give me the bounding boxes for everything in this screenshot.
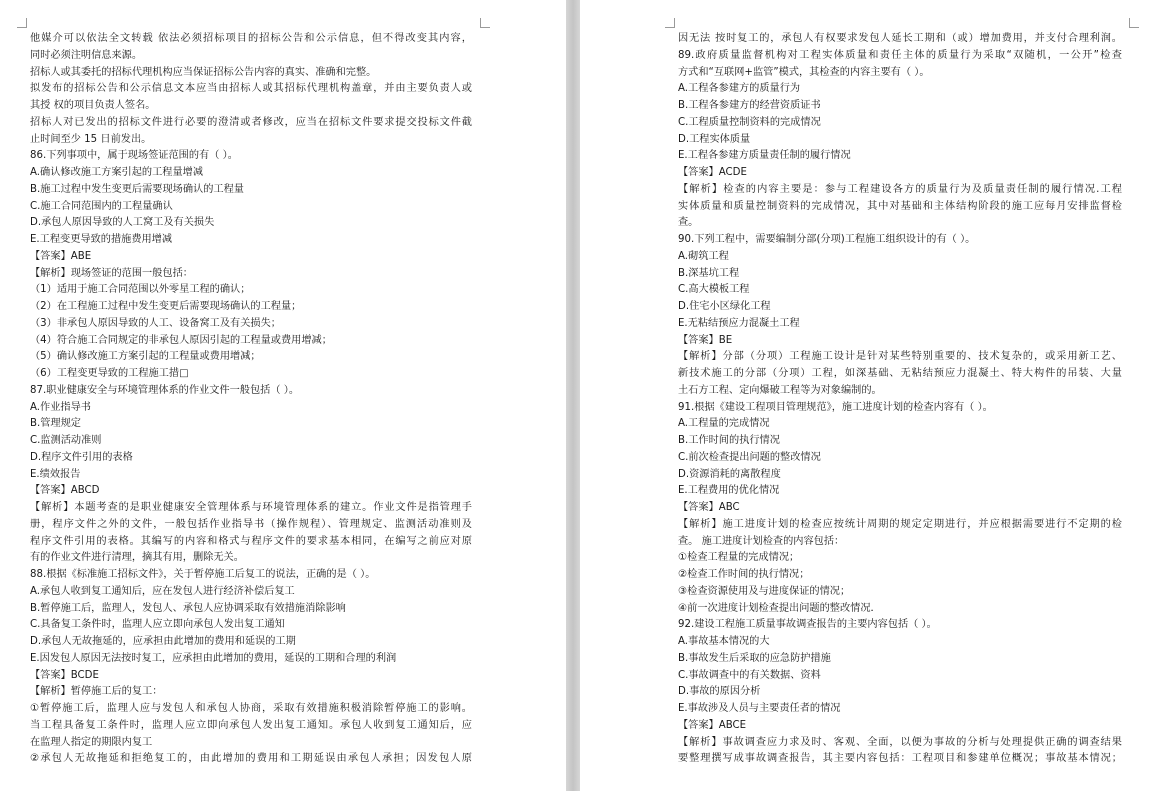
text-line: D.承包人原因导致的人工窝工及有关损失 bbox=[30, 217, 215, 229]
text-line: 在监理人指定的期限内复工 bbox=[30, 736, 153, 748]
text-line: 新技术施工的分部（分项）工程，如深基础、无粘结预应力混凝土、特大构件的吊装、大量 bbox=[678, 368, 1122, 379]
text-line: （2）在工程施工过程中发生变更后需要现场确认的工程量； bbox=[30, 301, 302, 312]
text-line: 【解析】暂停施工后的复工： bbox=[30, 686, 163, 698]
text-line: 【解析】分部（分项）工程施工设计是针对某些特别重要的、技术复杂的，或采用新工艺、 bbox=[678, 351, 1122, 363]
text-line: C.具备复工条件时，监理人应立即向承包人发出复工通知 bbox=[30, 619, 285, 631]
text-line: C.施工合同范围内的工程量确认 bbox=[30, 200, 173, 212]
document-page-right bbox=[580, 0, 1163, 791]
text-line: 【答案】ABE bbox=[30, 250, 92, 262]
text-line: 招标人或其委托的招标代理机构应当保证招标公告内容的真实、准确和完整。 bbox=[30, 66, 377, 78]
text-line: D.承包人无故拖延的，应承担由此增加的费用和延误的工期 bbox=[30, 636, 296, 647]
text-line: C.事故调查中的有关数据、资料 bbox=[678, 669, 821, 681]
text-line: 【答案】ABC bbox=[678, 502, 740, 513]
text-line: E.无粘结预应力混凝土工程 bbox=[678, 317, 800, 329]
document-page-left bbox=[0, 0, 566, 791]
text-line: 92.建设工程施工质量事故调查报告的主要内容包括（ ）。 bbox=[678, 619, 937, 631]
text-line: B.事故发生后采取的应急防护措施 bbox=[678, 652, 831, 664]
page-text-column bbox=[678, 31, 1122, 768]
text-line: E.工程各参建方质量责任制的履行情况 bbox=[678, 150, 851, 162]
text-line: 【答案】BE bbox=[678, 334, 733, 346]
text-line: 拟发布的招标公告和公示信息文本应当由招标人或其招标代理机构盖章，并由主要负责人或 bbox=[30, 83, 472, 95]
text-line: 程序文件引用的表格。其编写的内容和格式与程序文件的要求基本相同，在编写之前应对原 bbox=[30, 535, 472, 547]
text-line: （3）非承包人原因导致的人工、设备窝工及有关损失； bbox=[30, 317, 281, 329]
text-line: 89.政府质量监督机构对工程实体质量和责任主体的质量行为采取“双随机，一公开”检查 bbox=[678, 49, 1122, 61]
text-line: B.深基坑工程 bbox=[678, 267, 740, 279]
page-corner-mark bbox=[480, 18, 490, 28]
text-line: ③检查资源使用及与进度保证的情况； bbox=[678, 585, 851, 597]
text-line: 【解析】本题考查的是职业健康安全管理体系与环境管理体系的建立。作业文件是指管理手 bbox=[30, 502, 472, 513]
text-line: 方式和“互联网+监管”模式，其检查的内容主要有（ ）。 bbox=[678, 66, 930, 78]
page-corner-mark bbox=[17, 18, 27, 28]
text-line: 止时间至少 15 日前发出。 bbox=[30, 133, 152, 145]
text-line: ①暂停施工后，监理人应与发包人和承包人协商，采取有效措施积极消除暂停施工的影响。 bbox=[30, 703, 472, 714]
text-line: C.工程质量控制资料的完成情况 bbox=[678, 116, 821, 128]
text-line: 【答案】BCDE bbox=[30, 669, 99, 681]
text-line: 90.下列工程中，需要编制分部(分项)工程施工组织设计的有（ ）。 bbox=[678, 234, 976, 245]
text-line: （4）符合施工合同规定的非承包人原因引起的工程量或费用增减； bbox=[30, 334, 332, 346]
text-line: 88.根据《标准施工招标文件》，关于暂停施工后复工的说法，正确的是（ ）。 bbox=[30, 569, 376, 580]
text-line: B.暂停施工后，监理人，发包人、承包人应协调采取有效措施消除影响 bbox=[30, 602, 346, 614]
text-line: D.事故的原因分析 bbox=[678, 686, 761, 698]
text-line: 【解析】施工进度计划的检查应按统计周期的规定定期进行，并应根据需要进行不定期的检 bbox=[678, 518, 1122, 530]
text-line: 招标人对已发出的招标文件进行必要的澄清或者修改，应当在招标文件要求提交投标文件截 bbox=[30, 116, 472, 128]
text-line: A.工程量的完成情况 bbox=[678, 418, 770, 430]
text-line: D.工程实体质量 bbox=[678, 133, 751, 145]
text-line: D.资源消耗的离散程度 bbox=[678, 468, 781, 480]
text-line: ②承包人无故拖延和拒绝复工的，由此增加的费用和工期延误由承包人承担；因发包人原 bbox=[30, 753, 472, 765]
text-line: A.承包人收到复工通知后，应在发包人进行经济补偿后复工 bbox=[30, 585, 295, 597]
text-line: ①检查工程量的完成情况； bbox=[678, 552, 800, 564]
text-line: 【答案】ACDE bbox=[678, 167, 747, 178]
text-line: 【解析】检查的内容主要是：参与工程建设各方的质量行为及质量责任制的履行情况.工程 bbox=[678, 183, 1122, 195]
text-line: 其授 权的项目负责人签名。 bbox=[30, 100, 156, 111]
text-line: 87.职业健康安全与环境管理体系的作业文件一般包括（ ）。 bbox=[30, 384, 300, 396]
text-line: 土石方工程、定向爆破工程等为对象编制的。 bbox=[678, 384, 882, 396]
text-line: 册，程序文件之外的文件，一般包括作业指导书（操作规程）、管理规定、监测活动准则及 bbox=[30, 518, 472, 530]
text-line: 【答案】ABCD bbox=[30, 485, 100, 497]
text-line: 【答案】ABCE bbox=[678, 719, 747, 731]
text-line: B.工程各参建方的经营资质证书 bbox=[678, 100, 821, 111]
text-line: B.施工过程中发生变更后需要现场确认的工程量 bbox=[30, 183, 244, 195]
text-line: ②检查工作时间的执行情况； bbox=[678, 569, 810, 580]
text-line: （6）工程变更导致的工程施工措□ bbox=[30, 368, 189, 379]
text-line: 实体质量和质量控制资料的完成情况，其中对基础和主体结构阶段的施工应每月安排监督检 bbox=[678, 200, 1122, 212]
text-line: （5）确认修改施工方案引起的工程量或费用增减； bbox=[30, 351, 261, 363]
text-line: A.确认修改施工方案引起的工程量增减 bbox=[30, 167, 204, 178]
text-line: 因无法 按时复工的，承包人有权要求发包人延长工期和（或）增加费用，并支付合理利润。 bbox=[678, 33, 1122, 44]
page-corner-mark bbox=[1129, 18, 1139, 28]
text-line: 同时必须注明信息来源。 bbox=[30, 49, 143, 61]
text-line: A.砌筑工程 bbox=[678, 250, 729, 262]
text-line: D.住宅小区绿化工程 bbox=[678, 301, 771, 312]
text-line: E.事故涉及人员与主要责任者的情况 bbox=[678, 703, 841, 714]
text-line: B.管理规定 bbox=[30, 418, 81, 430]
text-line: 【解析】事故调查应力求及时、客观、全面，以便为事故的分析与处理提供正确的调查结果 bbox=[678, 736, 1122, 748]
text-line: 【解析】现场签证的范围一般包括： bbox=[30, 267, 193, 279]
text-line: C.高大模板工程 bbox=[678, 284, 750, 296]
text-line: 查。 施工进度计划检查的内容包括： bbox=[678, 535, 845, 547]
text-line: A.事故基本情况的大 bbox=[678, 636, 770, 647]
page-text-column bbox=[30, 31, 472, 768]
text-line: 86.下列事项中，属于现场签证范围的有（ ）。 bbox=[30, 150, 238, 162]
text-line: C.监测活动准则 bbox=[30, 435, 102, 446]
text-line: E.因发包人原因无法按时复工，应承担由此增加的费用，延误的工期和合理的利润 bbox=[30, 652, 397, 664]
text-line: E.工程变更导致的措施费用增减 bbox=[30, 234, 173, 245]
text-line: 查。 bbox=[678, 217, 699, 229]
page-corner-mark bbox=[665, 18, 675, 28]
text-line: A.作业指导书 bbox=[30, 401, 91, 413]
text-line: 91.根据《建设工程项目管理规范》，施工进度计划的检查内容有（ ）。 bbox=[678, 401, 993, 413]
text-line: B.工作时间的执行情况 bbox=[678, 435, 780, 446]
text-line: ④前一次进度计划检查提出问题的整改情况． bbox=[678, 602, 881, 614]
text-line: D.程序文件引用的表格 bbox=[30, 451, 133, 463]
text-line: A.工程各参建方的质量行为 bbox=[678, 83, 801, 95]
text-line: C.前次检查提出问题的整改情况 bbox=[678, 451, 821, 463]
page-gutter bbox=[566, 0, 580, 791]
text-line: 他媒介可以依法全文转载 依法必须招标项目的招标公告和公示信息，但不得改变其内容， bbox=[30, 33, 472, 44]
text-line: E.工程费用的优化情况 bbox=[678, 485, 780, 497]
text-line: 要整理撰写成事故调查报告，其主要内容包括：工程项目和参建单位概况；事故基本情况； bbox=[678, 753, 1122, 765]
text-line: 有的作业文件进行清理，摘其有用，删除无关。 bbox=[30, 552, 244, 564]
text-line: （1）适用于施工合同范围以外零星工程的确认； bbox=[30, 284, 251, 296]
text-line: E.绩效报告 bbox=[30, 468, 81, 480]
text-line: 当工程具备复工条件时，监理人应立即向承包人发出复工通知。承包人收到复工通知后，应 bbox=[30, 719, 472, 731]
